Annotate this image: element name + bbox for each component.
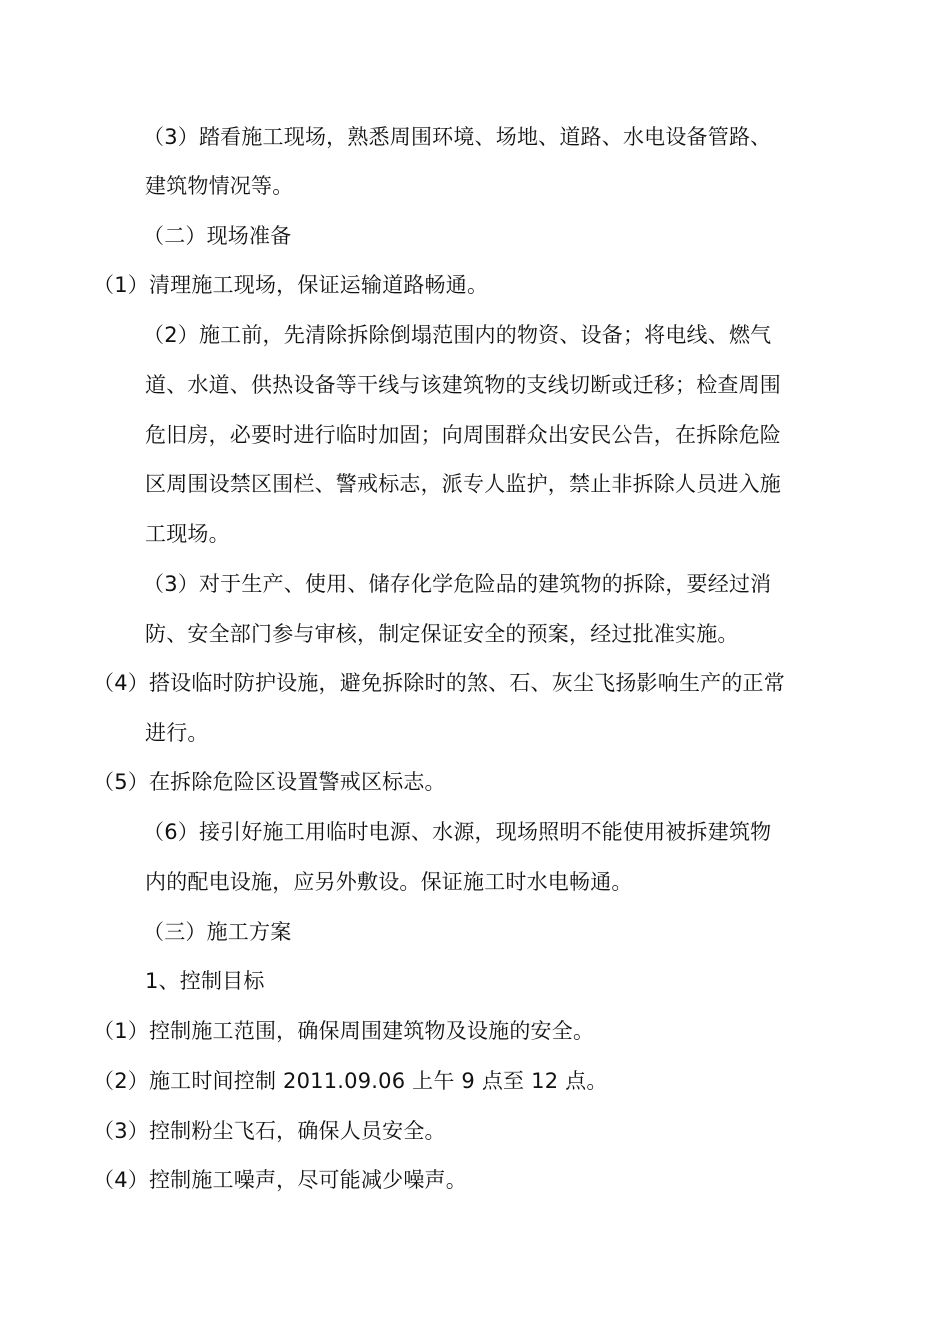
text-line: 危旧房，必要时进行临时加固；向周围群众出安民公告，在拆除危险 [145,423,781,447]
text-line: 内的配电设施，应另外敷设。保证施工时水电畅通。 [145,870,633,894]
section-heading: （二）现场准备 [143,224,292,248]
text-line: （3）控制粉尘飞石，确保人员安全。 [93,1119,446,1143]
text-line: （4）控制施工噪声，尽可能减少噪声。 [93,1168,467,1192]
text-line: （2）施工前，先清除拆除倒塌范围内的物资、设备；将电线、燃气 [143,323,772,347]
text-line: （6）接引好施工用临时电源、水源，现场照明不能使用被拆建筑物 [143,820,772,844]
text-line: 区周围设禁区围栏、警戒标志，派专人监护，禁止非拆除人员进入施 [145,472,781,496]
text-line: （4）搭设临时防护设施，避免拆除时的煞、石、灰尘飞扬影响生产的正常 [93,671,785,695]
text-line: （3）踏看施工现场，熟悉周围环境、场地、道路、水电设备管路、 [143,125,772,149]
text-line: （1）控制施工范围，确保周围建筑物及设施的安全。 [93,1019,595,1043]
text-line: （5）在拆除危险区设置警戒区标志。 [93,770,446,794]
subsection-heading: 1、控制目标 [145,969,265,993]
text-line: （2）施工时间控制 2011.09.06 上午 9 点至 12 点。 [93,1069,608,1093]
text-line: 道、水道、供热设备等干线与该建筑物的支线切断或迁移；检查周围 [145,373,781,397]
text-line: 建筑物情况等。 [145,174,294,198]
text-line: （1）清理施工现场，保证运输道路畅通。 [93,273,489,297]
text-line: 进行。 [145,721,209,745]
section-heading: （三）施工方案 [143,920,292,944]
text-line: 防、安全部门参与审核，制定保证安全的预案，经过批准实施。 [145,622,739,646]
text-line: （3）对于生产、使用、储存化学危险品的建筑物的拆除，要经过消 [143,572,772,596]
text-line: 工现场。 [145,522,230,546]
